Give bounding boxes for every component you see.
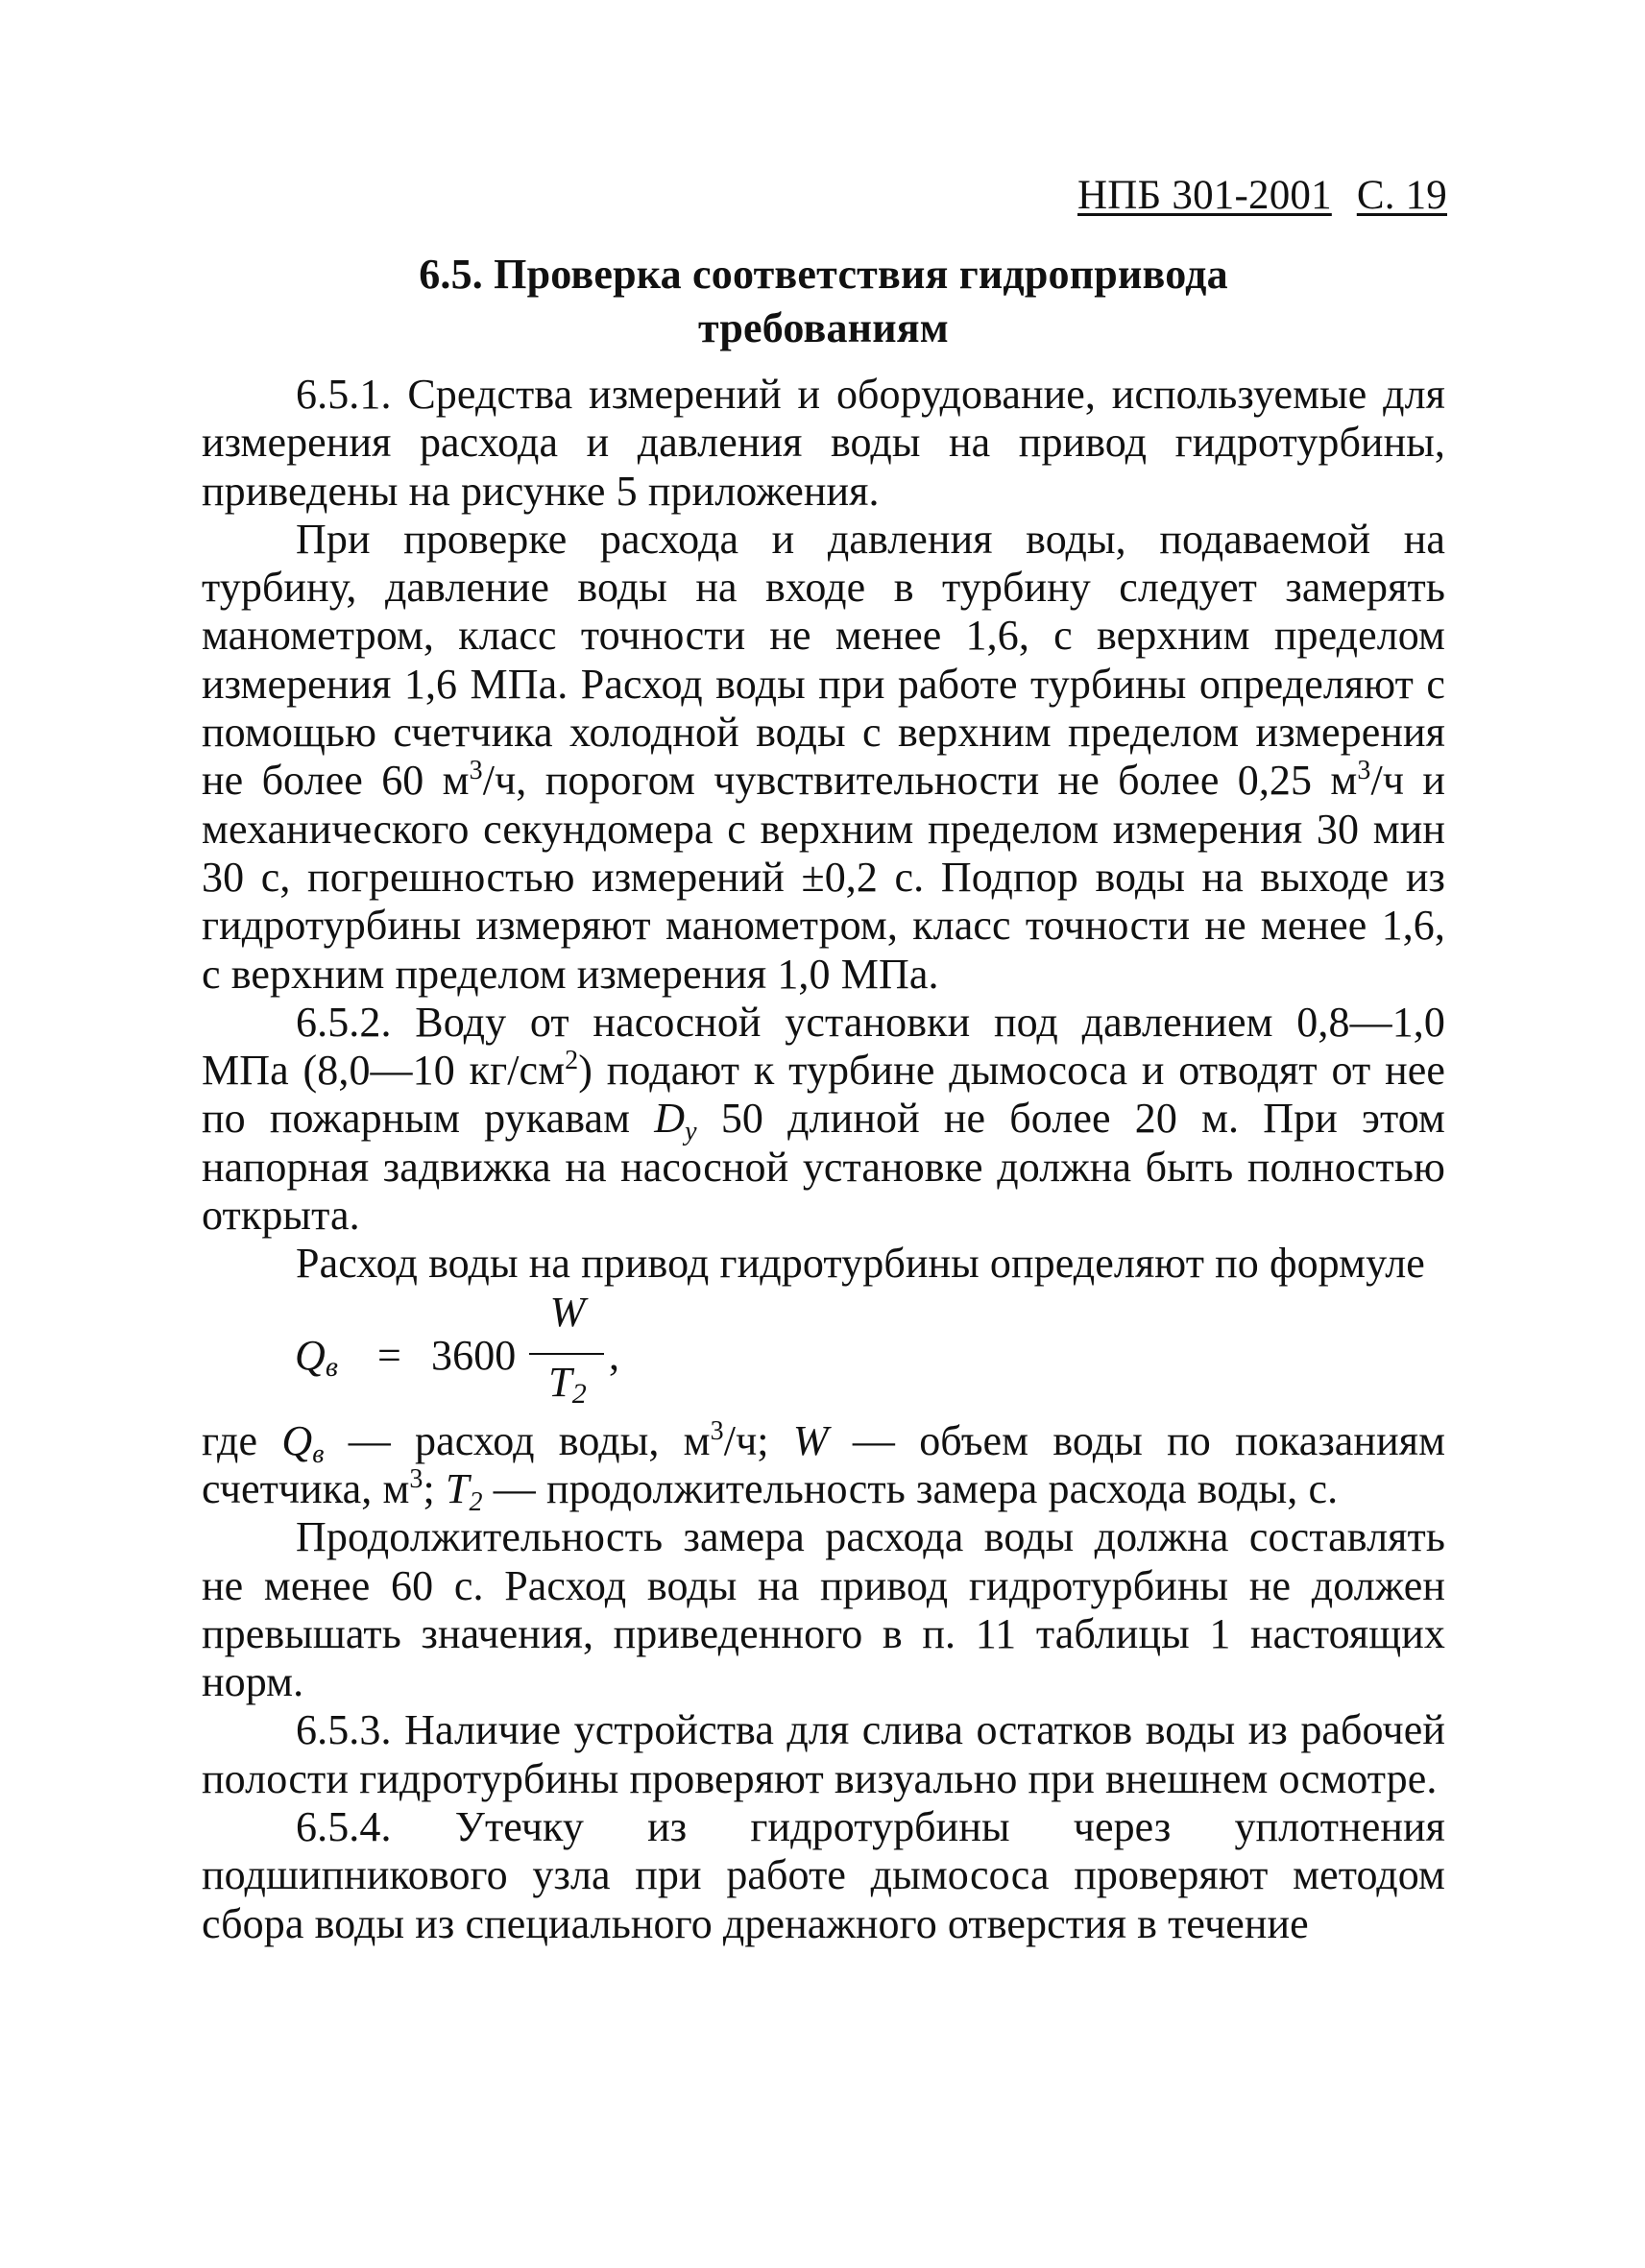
paragraph-where-part-2: — расход воды, м (324, 1416, 711, 1464)
superscript-cubed: 3 (469, 756, 483, 786)
formula-lhs (295, 1332, 338, 1391)
formula-numerator: W (549, 1288, 586, 1336)
paragraph-6-5-4: 6.5.4. Утечку из гидротурбины через уплотнения подшипникового узла при работе дымососа проверяют методом сбора воды из специального дренажного отверстия в течение (202, 1803, 1445, 1947)
formula-denominator-subscript: 2 (571, 1377, 587, 1410)
section-title-line-1: 6.5. Проверка соответствия гидропривода (419, 251, 1228, 298)
symbol-t2 (445, 1464, 483, 1517)
superscript-cubed: 3 (710, 1415, 724, 1446)
paragraph-6-5-2-part-1: 6.5.2. Воду от насосной установки под давлением 0,8—1,0 МПа (8,0—10 кг/см (202, 998, 1445, 1095)
paragraph-measurement-part-3: /ч и механического секундомера с верхним пределом измерения 30 мин 30 с, погрешностью измерений ±0,2 с. Подпор воды на выходе из гидротурбины измеряют манометром, класс точности не менее 1,6, с верхним пределом измерения 1,0 МПа. (202, 757, 1445, 998)
formula-denominator (529, 1359, 606, 1418)
section-title (202, 248, 1445, 355)
superscript-squared: 2 (565, 1046, 579, 1076)
paragraph-measurement (202, 516, 1445, 999)
formula-block (202, 1289, 1445, 1417)
paragraph-where-part-4: — объем воды по показаниям счетчика, м (202, 1416, 1446, 1512)
formula-fraction-bar (529, 1353, 604, 1355)
paragraph-where-part-5: ; (423, 1464, 446, 1512)
symbol-t2-letter: T (445, 1464, 470, 1512)
symbol-t2-subscript: 2 (469, 1486, 483, 1517)
paragraph-6-5-2 (202, 999, 1445, 1240)
paragraph-6-5-2-part-2: ) подают к турбине дымососа и отводят от нее по пожарным рукавам (202, 1047, 1445, 1143)
formula-denominator-letter: T (548, 1358, 572, 1406)
paragraph-where (202, 1415, 1446, 1517)
symbol-dy-letter: D (654, 1095, 686, 1143)
section-title-line-2: требованиям (698, 304, 949, 351)
superscript-cubed: 3 (1357, 756, 1371, 786)
paragraph-6-5-2-part-3: 50 длиной не более 20 м. При этом напорная задвижка на насосной установке должна быть полностью открыта. (202, 1095, 1446, 1240)
paragraph-formula-intro: Расход воды на привод гидротурбины определяют по формуле (296, 1240, 1425, 1288)
formula-coefficient: 3600 (431, 1331, 517, 1379)
formula-comma: , (609, 1331, 620, 1379)
paragraph-6-5-3: 6.5.3. Наличие устройства для слива остатков воды из рабочей полости гидротурбины проверяют визуально при внешнем осмотре. (202, 1706, 1445, 1802)
symbol-dy (654, 1095, 697, 1147)
paragraph-measurement-part-2: /ч, порогом чувствительности не более 0,25 м (482, 757, 1358, 805)
formula-lhs-subscript: в (325, 1350, 339, 1383)
paragraph-where-part-1: где (202, 1416, 282, 1464)
page-header (1077, 171, 1447, 221)
header-doc-code: НПБ 301-2001 (1077, 173, 1332, 218)
paragraph-where-part-3: /ч; (723, 1416, 793, 1464)
paragraph-measurement-part-1: При проверке расхода и давления воды, подаваемой на турбину, давление воды на входе в турбину следует замерять манометром, класс точности не менее 1,6, с верхним пределом измерения 1,6 МПа. Расход воды при работе турбины определяют с помощью счетчика холодной воды с верхним пределом измерения не более 60 м (202, 515, 1445, 805)
section-body (202, 371, 1445, 1948)
superscript-cubed: 3 (409, 1463, 423, 1494)
paragraph-6-5-1: 6.5.1. Средства измерений и оборудование, используемые для измерения расхода и давления воды на привод гидротурбины, приведены на рисунке 5 приложения. (202, 371, 1445, 515)
formula-equals: = (377, 1331, 401, 1379)
header-page-label: С. 19 (1356, 173, 1447, 218)
symbol-qv (281, 1416, 325, 1469)
flow-rate-formula (295, 1289, 794, 1417)
symbol-qv-subscript: в (312, 1438, 325, 1469)
formula-lhs-letter: Q (295, 1331, 326, 1379)
symbol-w: W (792, 1416, 829, 1464)
symbol-dy-subscript: y (685, 1117, 697, 1147)
paragraph-duration: Продолжительность замера расхода воды должна составлять не менее 60 с. Расход воды на привод гидротурбины не должен превышать значения, приведенного в п. 11 таблицы 1 настоящих норм. (202, 1513, 1445, 1706)
header-underlined (1077, 173, 1447, 218)
symbol-qv-letter: Q (281, 1416, 313, 1464)
paragraph-where-part-6: — продолжительность замера расхода воды, с. (482, 1464, 1339, 1512)
